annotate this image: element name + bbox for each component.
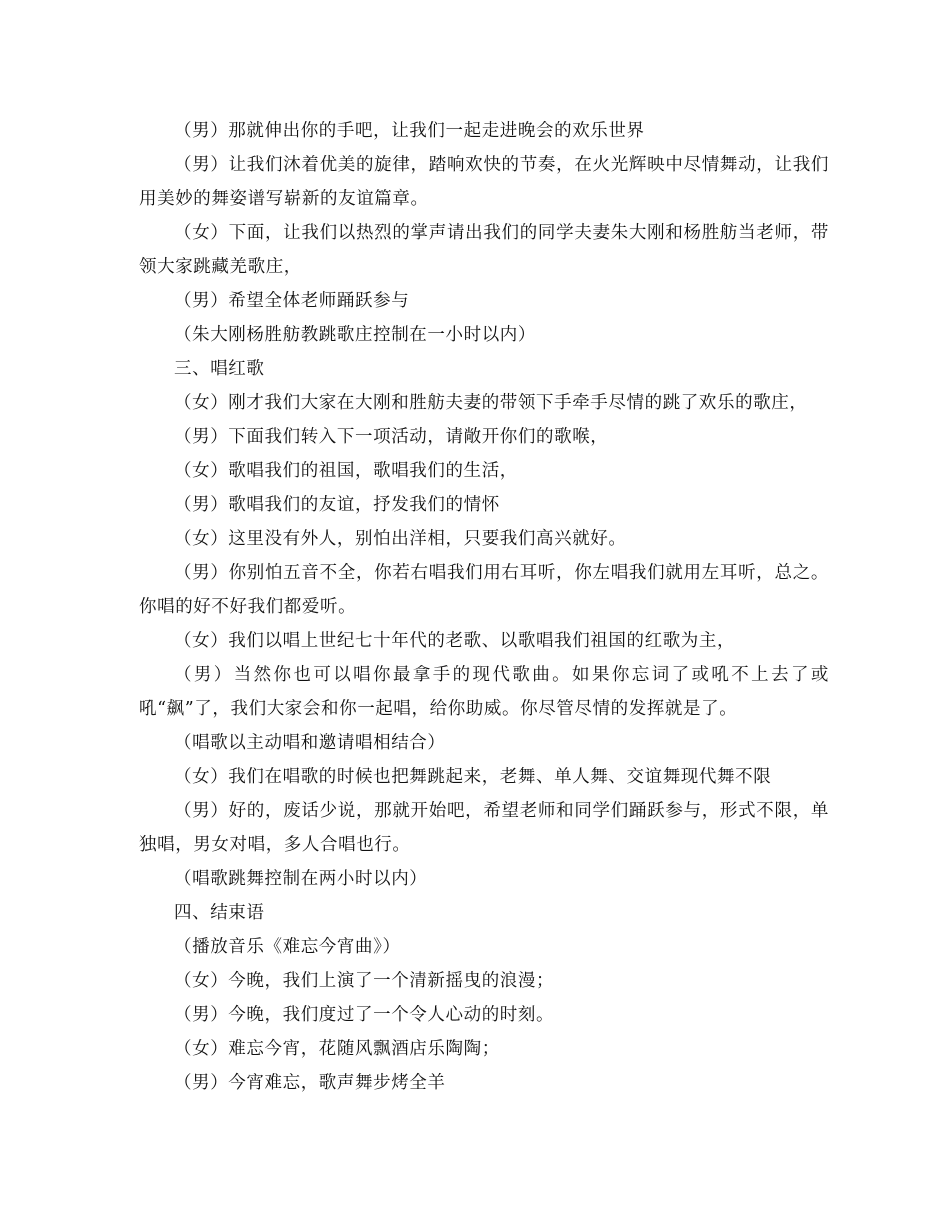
document-body: [139, 114, 829, 1100]
paragraph: （播放音乐《难忘今宵曲》）: [174, 937, 401, 957]
paragraph: （男）让我们沐着优美的旋律，踏响欢快的节奏，在火光辉映中尽情舞动，让我们用美妙的舞姿谱写崭新的友谊篇章。: [139, 155, 829, 209]
paragraph: （男）希望全体老师踊跃参与: [174, 291, 410, 311]
paragraph: （男）好的，废话少说，那就开始吧，希望老师和同学们踊跃参与，形式不限，单独唱，男女对唱，多人合唱也行。: [139, 801, 829, 855]
paragraph: （男）那就伸出你的手吧，让我们一起走进晚会的欢乐世界: [174, 121, 645, 141]
paragraph: （女）难忘今宵，花随风飘酒店乐陶陶；: [174, 1039, 500, 1059]
paragraph: （朱大刚杨胜舫教跳歌庄控制在一小时以内）: [174, 325, 536, 345]
paragraph: （女）今晚，我们上演了一个清新摇曳的浪漫；: [174, 971, 555, 991]
paragraph: （男）当然你也可以唱你最拿手的现代歌曲。如果你忘词了或吼不上去了或吼“飙”了，我们大家会和你一起唱，给你助威。你尽管尽情的发挥就是了。: [139, 665, 829, 719]
paragraph: （女）歌唱我们的祖国，歌唱我们的生活，: [174, 461, 518, 481]
paragraph: （女）下面，让我们以热烈的掌声请出我们的同学夫妻朱大刚和杨胜舫当老师，带领大家跳藏羌歌庄，: [139, 223, 829, 277]
paragraph: （男）今宵难忘，歌声舞步烤全羊: [174, 1073, 446, 1093]
paragraph: （女）我们在唱歌的时候也把舞跳起来，老舞、单人舞、交谊舞现代舞不限: [174, 767, 772, 787]
paragraph: （唱歌以主动唱和邀请唱相结合）: [174, 733, 446, 753]
paragraph: （女）我们以唱上世纪七十年代的老歌、以歌唱我们祖国的红歌为主，: [174, 631, 736, 651]
paragraph: （男）歌唱我们的友谊，抒发我们的情怀: [174, 495, 500, 515]
paragraph: （女）这里没有外人，别怕出洋相，只要我们高兴就好。: [174, 529, 627, 549]
section-heading: 四、结束语: [174, 903, 265, 923]
paragraph: （唱歌跳舞控制在两小时以内）: [174, 869, 428, 889]
paragraph: （女）刚才我们大家在大刚和胜舫夫妻的带领下手牵手尽情的跳了欢乐的歌庄，: [174, 393, 808, 413]
section-heading: 三、唱红歌: [174, 359, 265, 379]
paragraph: （男）下面我们转入下一项活动，请敞开你们的歌喉，: [174, 427, 609, 447]
paragraph: （男）你别怕五音不全，你若右唱我们用右耳听，你左唱我们就用左耳听，总之。你唱的好不好我们都爱听。: [139, 563, 829, 617]
paragraph: （男）今晚，我们度过了一个令人心动的时刻。: [174, 1005, 555, 1025]
